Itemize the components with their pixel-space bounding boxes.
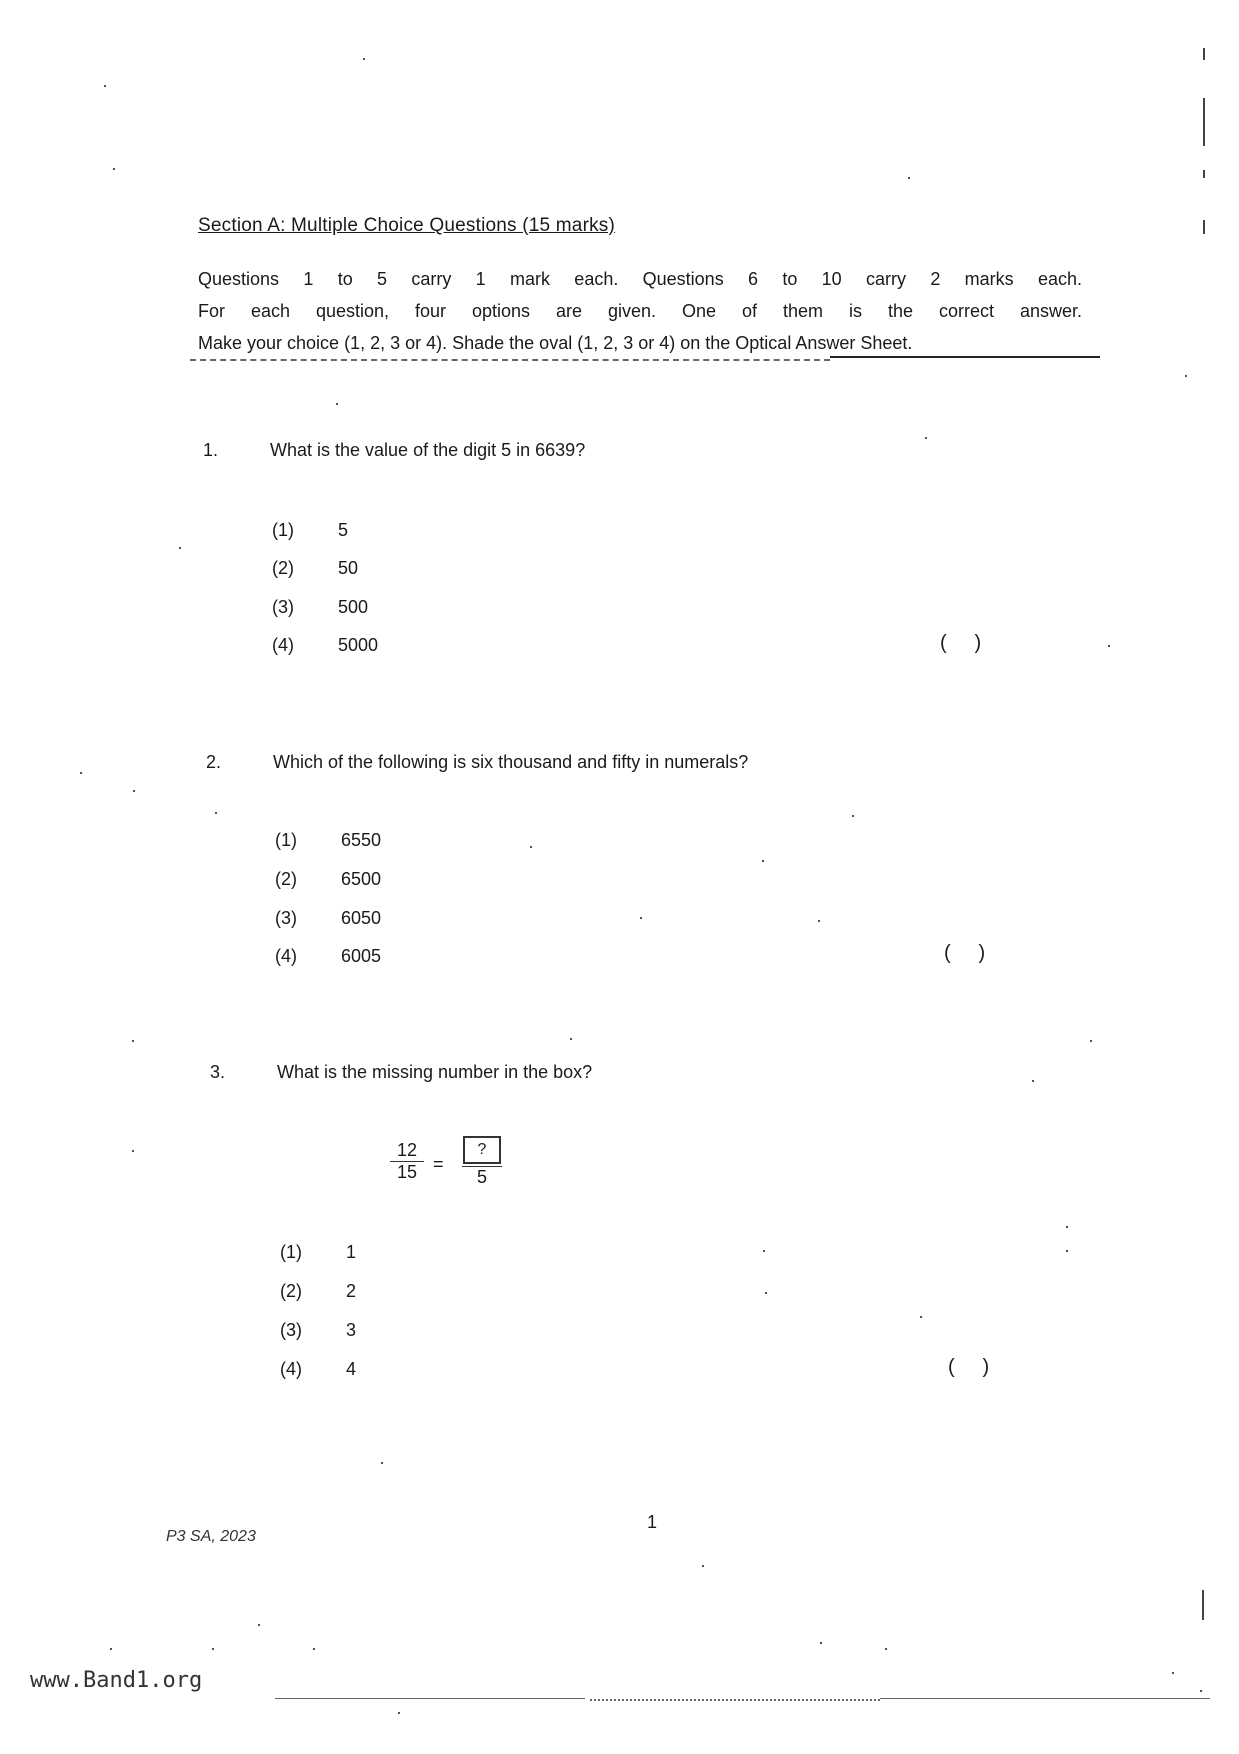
option-label: (2) [272,558,294,578]
scan-speck [818,920,820,922]
scan-speck [212,1648,214,1650]
scan-speck [530,846,532,848]
scan-speck [1090,1040,1092,1042]
fraction-left [390,1140,424,1183]
scan-speck [258,1624,260,1626]
scan-speck [1108,645,1110,647]
option-value: 6500 [341,869,382,889]
option-value: 3 [346,1320,357,1340]
scan-speck [1172,1672,1174,1674]
page-number: 1 [647,1512,658,1532]
footer-divider [590,1699,880,1701]
paper-code: P3 SA, 2023 [166,1528,256,1545]
scan-speck [132,1150,134,1152]
scan-speck [381,1462,383,1464]
question-text: Which of the following is six thousand and fifty in numerals? [273,752,749,772]
denominator: 15 [396,1162,418,1182]
question-number: 3. [210,1062,226,1082]
instruction-line: For each question, four options are given. One of them is the correct answer. [198,301,1082,321]
numerator: 12 [396,1140,418,1160]
footer-divider [880,1698,1210,1699]
scan-speck [133,790,135,792]
option-label: (1) [272,520,294,540]
option-label: (1) [280,1242,302,1262]
scan-speck [1185,375,1187,377]
option-label: (4) [280,1359,302,1379]
scan-speck [1066,1250,1068,1252]
instruction-line: Questions 1 to 5 carry 1 mark each. Questions 6 to 10 carry 2 marks each. [198,269,1082,289]
option-value: 1 [346,1242,357,1262]
option-label: (1) [275,830,297,850]
scan-speck [852,815,854,817]
missing-number-box: ? [463,1136,501,1164]
section-title: Section A: Multiple Choice Questions (15 marks) [198,215,616,236]
scan-speck [762,860,764,862]
scan-speck [179,547,181,549]
option-label: (4) [275,946,297,966]
scan-speck [820,1642,822,1644]
scan-speck [1200,1690,1202,1692]
option-value: 5000 [338,635,379,655]
answer-box[interactable]: ( ) [944,942,986,964]
option-value: 6050 [341,908,382,928]
scan-speck [885,1648,887,1650]
scan-speck [1032,1080,1034,1082]
option-value: 50 [338,558,359,578]
answer-box[interactable]: ( ) [940,632,982,654]
scan-speck [925,437,927,439]
option-label: (3) [272,597,294,617]
answer-box[interactable]: ( ) [948,1356,990,1378]
option-label: (2) [280,1281,302,1301]
scan-speck [570,1038,572,1040]
question-number: 2. [206,752,222,772]
scan-speck [336,403,338,405]
option-value: 4 [346,1359,357,1379]
fraction-right [462,1136,502,1188]
option-value: 2 [346,1281,357,1301]
scan-speck [80,772,82,774]
option-value: 500 [338,597,369,617]
scan-speck [1066,1226,1068,1228]
equals-sign: = [433,1154,444,1174]
scan-speck [113,168,115,170]
footer-divider [275,1698,585,1699]
scan-mark [1203,170,1205,178]
option-label: (3) [280,1320,302,1340]
divider [830,356,1100,358]
option-label: (4) [272,635,294,655]
option-value: 5 [338,520,349,540]
option-value: 6005 [341,946,382,966]
scan-speck [132,1040,134,1042]
scan-mark [1203,220,1205,234]
scan-speck [398,1712,400,1714]
scan-mark [1202,1590,1204,1620]
scan-speck [313,1648,315,1650]
scan-speck [763,1250,765,1252]
scan-speck [920,1316,922,1318]
question-text: What is the value of the digit 5 in 6639? [270,440,586,460]
instructions [198,263,1082,359]
scan-speck [104,85,106,87]
scan-speck [215,812,217,814]
question-text: What is the missing number in the box? [277,1062,593,1082]
scan-speck [363,58,365,60]
watermark: www.Band1.org [30,1668,203,1693]
scan-mark [1203,48,1205,60]
scan-speck [702,1565,704,1567]
scan-speck [908,177,910,179]
option-label: (3) [275,908,297,928]
scan-speck [110,1648,112,1650]
scan-mark [1203,98,1205,146]
divider-dashed [190,359,830,361]
option-label: (2) [275,869,297,889]
denominator: 5 [476,1167,487,1187]
scan-speck [765,1292,767,1294]
scan-speck [640,917,642,919]
option-value: 6550 [341,830,382,850]
question-number: 1. [203,440,219,460]
instruction-line: Make your choice (1, 2, 3 or 4). Shade the oval (1, 2, 3 or 4) on the Optical Answer Sheet. [198,333,913,353]
